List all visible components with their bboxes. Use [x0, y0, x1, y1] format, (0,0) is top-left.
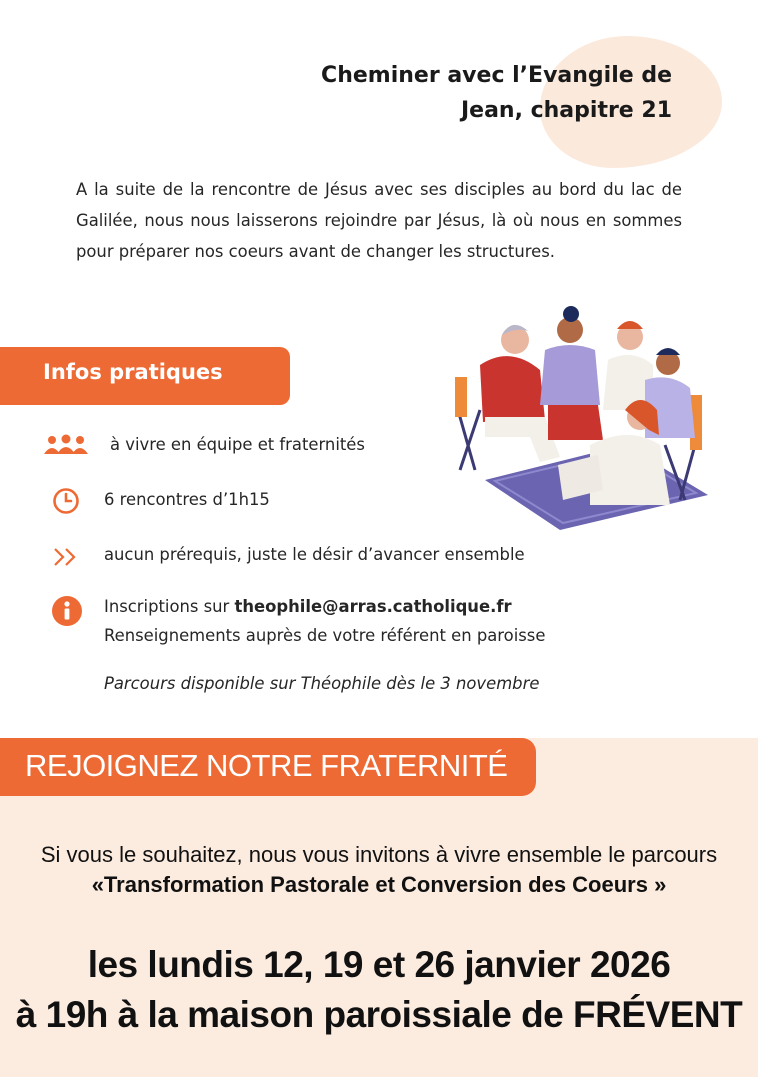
dates-line-2: à 19h à la maison paroissiale de FRÉVENT: [15, 994, 743, 1035]
double-chevron-icon: [52, 546, 80, 568]
group-icon: [42, 434, 90, 456]
title-line-2: Jean, chapitre 21: [460, 98, 672, 123]
dates-line-1: les lundis 12, 19 et 26 janvier 2026: [87, 944, 671, 985]
invite-line-1: Si vous le souhaitez, nous vous invitons à vivre ensemble le parcours: [40, 842, 718, 867]
join-title: REJOIGNEZ NOTRE FRATERNITÉ: [25, 748, 508, 783]
info-inscriptions-text: [104, 592, 512, 622]
clock-icon: [52, 487, 80, 515]
info-icon: [51, 595, 83, 627]
availability-note: Parcours disponible sur Théophile dès le 3 novembre: [104, 674, 540, 693]
intro-paragraph: A la suite de la rencontre de Jésus avec ses disciples au bord du lac de Galilée, nous nous laisserons rejoindre par Jésus, là où nous en sommes pour préparer nos coeurs avant de changer les structures.: [76, 180, 682, 261]
invite-line-2: «Transformation Pastorale et Conversion des Coeurs »: [91, 872, 667, 897]
infos-pratiques-banner: [0, 347, 290, 405]
inscriptions-email[interactable]: theophile@arras.catholique.fr: [234, 597, 512, 616]
info-team-text: à vivre en équipe et fraternités: [110, 435, 365, 454]
info-renseignements-text: Renseignements auprès de votre référent en paroisse: [104, 626, 546, 645]
info-prereq-text: aucun prérequis, juste le désir d’avancer ensemble: [104, 545, 525, 564]
infos-pratiques-title: Infos pratiques: [43, 360, 223, 384]
event-dates: [0, 940, 758, 1040]
inscriptions-prefix: Inscriptions sur: [104, 597, 235, 616]
join-banner: [0, 738, 536, 796]
group-discussion-illustration: [440, 305, 725, 535]
title-line-1: Cheminer avec l’Evangile de: [321, 63, 672, 88]
page-title: [252, 58, 672, 128]
info-meetings-text: 6 rencontres d’1h15: [104, 490, 270, 509]
invitation-text: [0, 840, 758, 900]
